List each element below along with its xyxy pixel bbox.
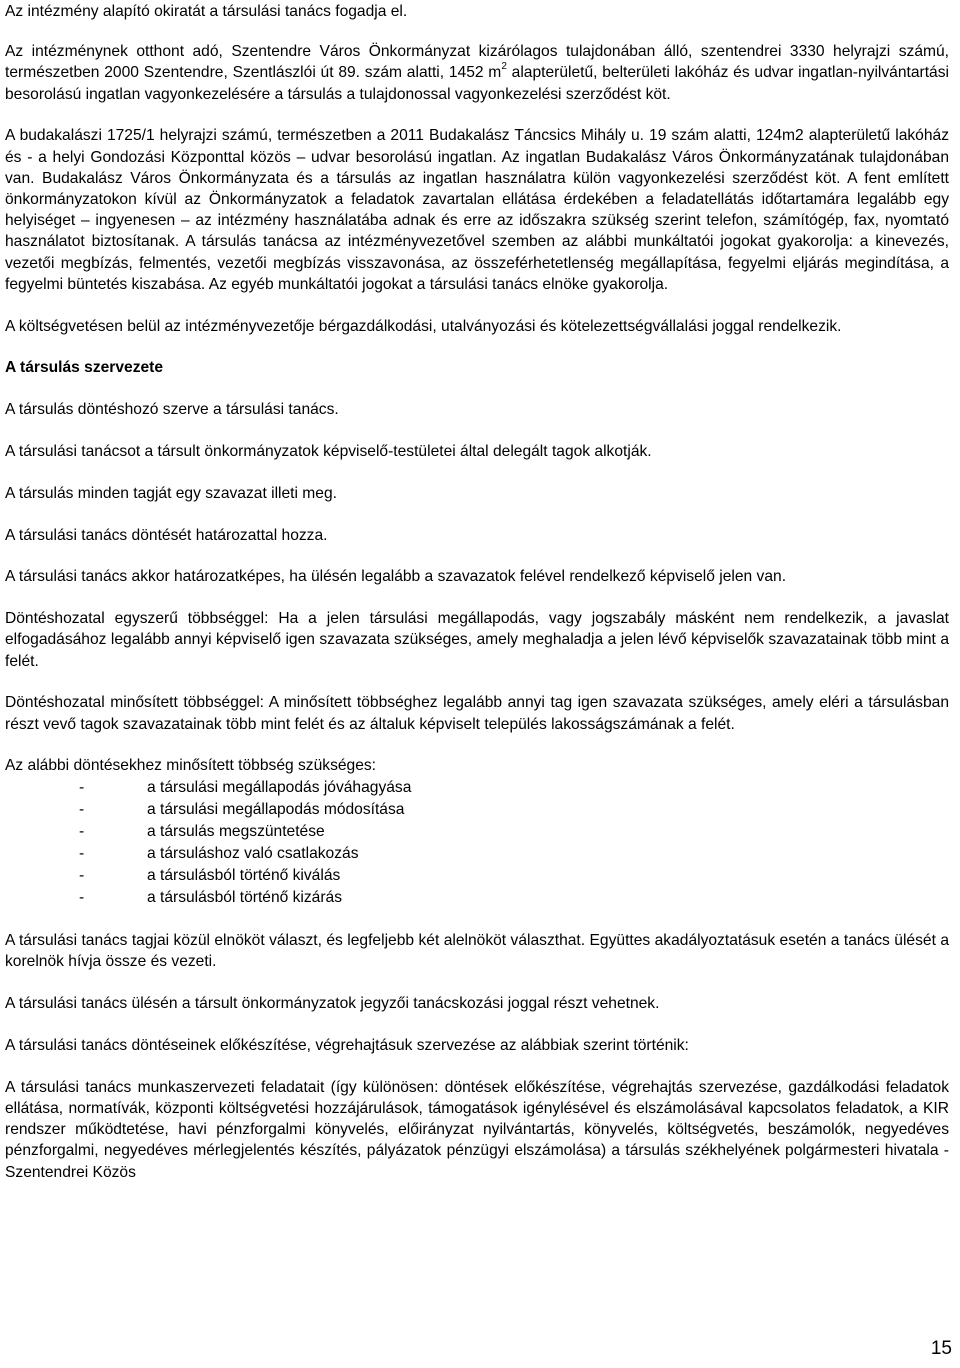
list-dash: - — [79, 867, 85, 885]
paragraph-text: Az intézménynek otthont adó, Szentendre Város Önkormányzat kizárólagos tulajdonában álló, szentendrei 3330 helyrajzi számú, természetben 2000 Szentendre, Szentlászlói út 89. szám alatti, 1452 m — [5, 43, 949, 82]
list-item-text: a társulási megállapodás módosítása — [147, 801, 405, 819]
list-item — [5, 865, 949, 887]
section-heading: A társulás szervezete — [5, 359, 164, 377]
document-page — [5, 0, 949, 1203]
paragraph-budakalasz-property: A budakalászi 1725/1 helyrajzi számú, természetben a 2011 Budakalász Táncsics Mihály u. 19 szám alatti, 124m2 alapterületű lakóház és - a helyi Gondozási Központtal közös – udvar besorolású ingatlan. Az ingatlan Budakalász Város Önkormányzatának tulajdonában van. Budakalász Város Önkormányzata és a társulás az ingatlan használatra külön vagyonkezelési szerződést köt. A fent említett önkormányzatokon kívül az Önkormányzatok a feladatok zavartalan ellátása érdekében a feladatellátás időtartamára legalább egy helyiséget – ingyenesen – az intézmény használatába adnak és erre az időszakra szükség szerint telefon, számítógép, fax, nyomtató használatot biztosítanak. A társulás tanácsa az intézményvezetővel szemben az alábbi munkáltatói jogokat gyakorolja: a kinevezés, vezetői megbízás, felmentés, vezetői megbízás visszavonása, az összeférhetetlenség megállapítása, fegyelmi eljárás megindítása, a fegyelmi büntetés kiszabása. Az egyéb munkáltatói jogokat a társulási tanács elnöke gyakorolja. — [5, 127, 949, 293]
paragraph-preparation: A társulási tanács döntéseinek előkészítése, végrehajtásuk szervezése az alábbiak szerint történik: — [5, 1037, 689, 1054]
list-item-text: a társuláshoz való csatlakozás — [147, 845, 359, 863]
paragraph-qualified-list-intro: Az alábbi döntésekhez minősített többség szükséges: — [5, 757, 377, 775]
paragraph-quorum: A társulási tanács akkor határozatképes, ha ülésén legalább a szavazatok felével rendelkező képviselő jelen van. — [5, 568, 787, 586]
list-item-text: a társulásból történő kiválás — [147, 867, 341, 885]
paragraph-budget-rights: A költségvetésen belül az intézményvezetője bérgazdálkodási, utalványozási és kötelezettségvállalási joggal rendelkezik. — [5, 317, 842, 335]
list-item-text: a társulási megállapodás jóváhagyása — [147, 779, 412, 797]
paragraph-work-organization: A társulási tanács munkaszervezeti feladatait (így különösen: döntések előkészítése, végrehajtás szervezése, gazdálkodási feladatok ellátása, normatívák, központi költségvetési hozzájárulások, támogatások igénylésével és elszámolásával kapcsolatos feladatok, a KIR rendszer működtetése, havi pénzforgalmi könyvelés, előirányzat nyilvántartás, könyvelés, költségvetés, beszámolók, negyedéves pénzforgalmi, negyedéves mérlegjelentés készítés, pályázatok pénzügyi elszámolása) a társulás székhelyének polgármesteri hivatala - Szentendrei Közös — [5, 1078, 949, 1181]
paragraph-founding-document: Az intézmény alapító okiratát a társulási tanács fogadja el. — [5, 3, 408, 20]
list-item — [5, 887, 949, 909]
list-dash: - — [79, 779, 85, 797]
list-item-text: a társulásból történő kizárás — [147, 889, 343, 907]
paragraph-notaries: A társulási tanács ülésén a társult önkormányzatok jegyzői tanácskozási joggal részt vehetnek. — [5, 995, 660, 1013]
list-dash: - — [79, 823, 85, 841]
paragraph-qualified-majority: Döntéshozatal minősített többséggel: A minősített többséghez legalább annyi tag igen szavazata szükséges, amely eléri a társulásban részt vevő tagok szavazatainak több mint felét és az általuk képviselt település lakosságszámának a felét. — [5, 694, 949, 733]
superscript: 2 — [501, 61, 507, 73]
list-item — [5, 777, 949, 799]
paragraph-resolution: A társulási tanács döntését határozattal hozza. — [5, 526, 328, 544]
list-item — [5, 799, 949, 821]
paragraph-szentendre-property — [5, 41, 949, 105]
page-number: 15 — [930, 1338, 952, 1359]
list-dash: - — [79, 801, 85, 819]
paragraph-decision-body: A társulás döntéshozó szerve a társulási tanács. — [5, 401, 339, 419]
list-item — [5, 843, 949, 865]
list-item — [5, 821, 949, 843]
paragraph-voting-rights: A társulás minden tagját egy szavazat illeti meg. — [5, 484, 337, 502]
qualified-decisions-list — [5, 777, 949, 909]
list-dash: - — [79, 845, 85, 863]
list-item-text: a társulás megszüntetése — [147, 823, 325, 841]
paragraph-council-members: A társulási tanácsot a társult önkormányzatok képviselő-testületei által delegált tagok alkotják. — [5, 443, 652, 461]
paragraph-chairman: A társulási tanács tagjai közül elnököt választ, és legfeljebb két alelnököt választhat. Együttes akadályoztatásuk esetén a tanács ülését a korelnök hívja össze és vezeti. — [5, 932, 949, 971]
paragraph-simple-majority: Döntéshozatal egyszerű többséggel: Ha a jelen társulási megállapodás, vagy jogszabály másként nem rendelkezik, a javaslat elfogadásához legalább annyi képviselő igen szavazata szükséges, amely meghaladja a jelen lévő képviselők szavazatainak több mint a felét. — [5, 610, 949, 670]
list-dash: - — [79, 889, 85, 907]
paragraph-text: alapterületű, belterületi lakóház és udvar ingatlan-nyilvántartási besorolású ingatlan vagyonkezelésére a társulás a tulajdonossal vagyonkezelési szerződést köt. — [5, 64, 949, 103]
